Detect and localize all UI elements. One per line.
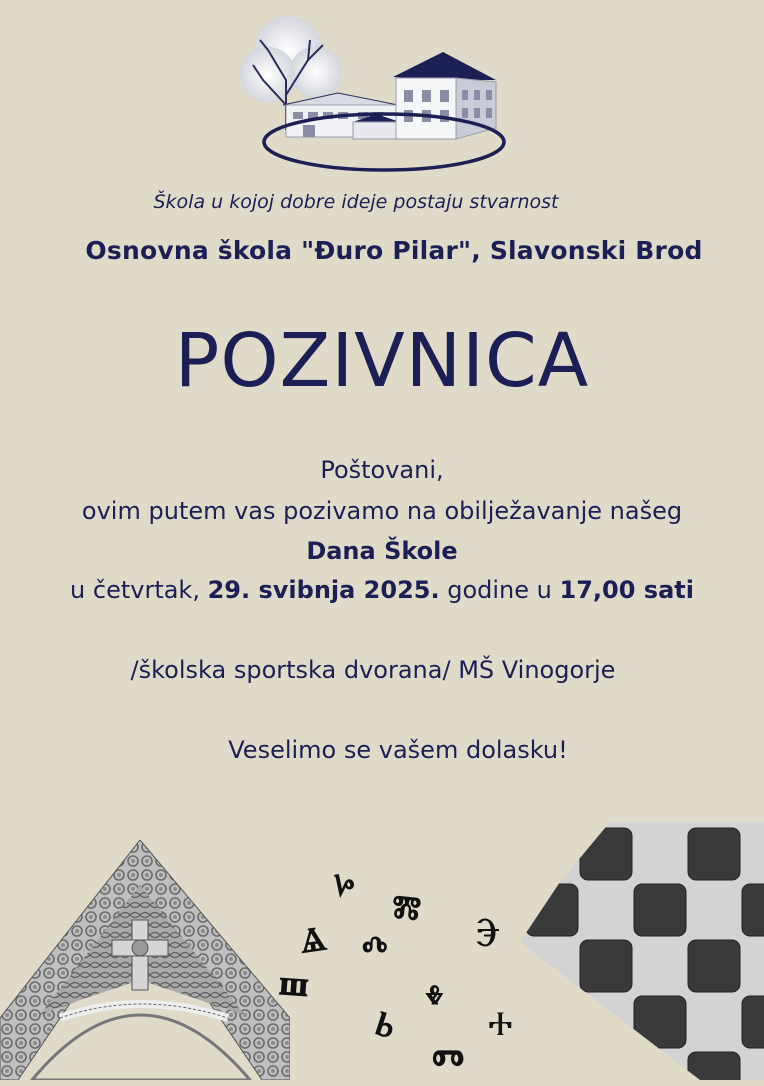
glagolitic-letter: Ⰵ (475, 910, 501, 956)
glagolitic-letter: Ⱅ (432, 1040, 464, 1085)
carved-arch-image (0, 840, 290, 1080)
closing-text: Veselimo se vašem dolasku! (228, 736, 568, 764)
event-name: Dana Škole (306, 537, 458, 565)
glagolitic-letter: Ⱑ (297, 918, 329, 962)
school-logo (238, 10, 514, 180)
glagolitic-letter: Ⰰ (488, 1004, 513, 1044)
glagolitic-letter: Ⰴ (362, 930, 388, 965)
date-prefix: u četvrtak, (70, 576, 200, 604)
event-date: 29. svibnja 2025. (207, 576, 440, 604)
glagolitic-letter: Ⰷ (425, 978, 444, 1011)
invitation-text: ovim putem vas pozivamo na obilježavanje našeg (81, 497, 683, 525)
page-title: POZIVNICA (174, 318, 590, 404)
school-name: Osnovna škola "Đuro Pilar", Slavonski Brod (85, 236, 703, 265)
glagolitic-letter: Ⱈ (331, 864, 358, 901)
event-datetime (0, 576, 764, 604)
glagolitic-letter: Ⱎ (276, 966, 311, 1019)
event-location: /školska sportska dvorana/ MŠ Vinogorje (130, 656, 616, 684)
glagolitic-letter: Ⰿ (390, 888, 423, 927)
school-motto: Škola u kojoj dobre ideje postaju stvarnost (153, 191, 559, 213)
event-time: 17,00 sati (559, 576, 694, 604)
glagolitic-letter: Ⱃ (370, 1003, 401, 1047)
checkerboard-pattern (520, 822, 764, 1080)
greeting: Poštovani, (320, 456, 444, 484)
time-prefix: godine u (447, 576, 552, 604)
